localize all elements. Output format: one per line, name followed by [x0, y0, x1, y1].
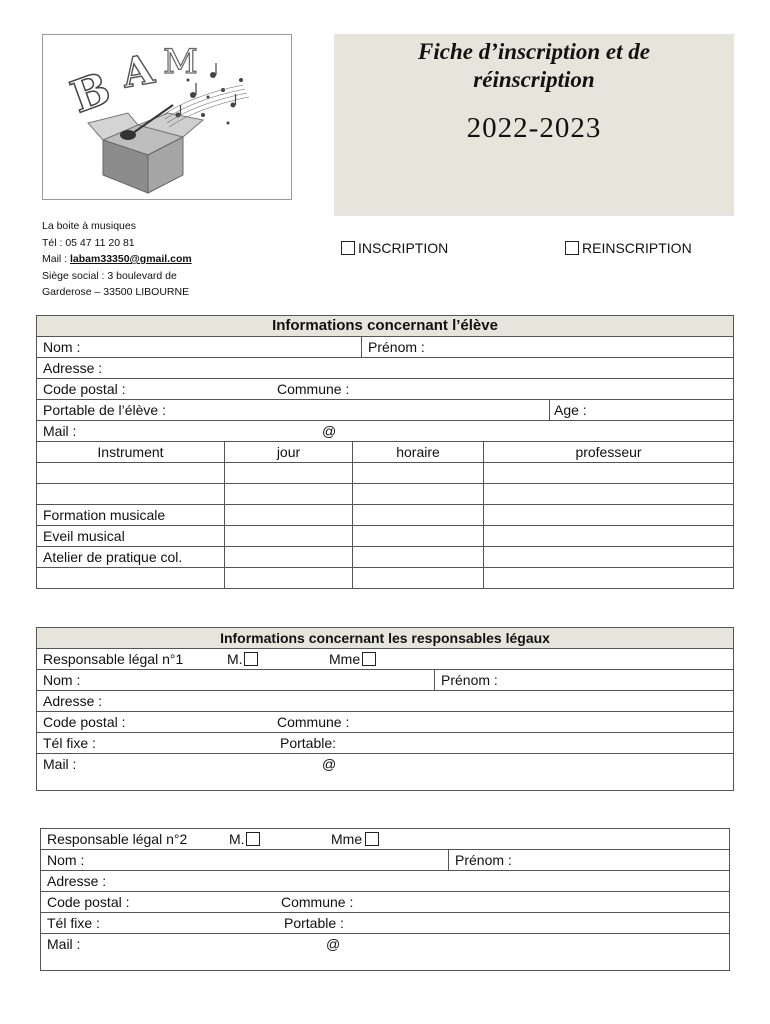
music-box-logo-icon [43, 35, 291, 199]
col-professeur: professeur [484, 442, 734, 463]
guardian1-cp-row[interactable]: Code postal : Commune : [37, 712, 734, 733]
guardian1-prenom-field[interactable]: Prénom : [435, 670, 734, 691]
guardian1-mail-at: @ [322, 756, 337, 772]
guardian1-table [36, 627, 734, 791]
guardian2-mme-checkbox[interactable] [365, 832, 379, 846]
student-cp-row[interactable]: Code postal : Commune : [37, 379, 734, 400]
guardian2-m-checkbox[interactable] [246, 832, 260, 846]
logo-letter-b: B [64, 62, 118, 124]
student-age-field[interactable]: Age : [550, 400, 734, 421]
guardian2-mail-field[interactable]: Mail : @ [41, 934, 730, 971]
org-address-2: Garderose – 33500 LIBOURNE [42, 286, 190, 298]
org-name: La boite à musiques [42, 220, 136, 232]
organization-info [42, 218, 192, 301]
guardian1-m-option[interactable]: M. [227, 649, 261, 669]
logo [42, 34, 292, 200]
col-horaire: horaire [353, 442, 484, 463]
table-row: Eveil musical [37, 526, 734, 547]
page-title: Fiche d’inscription et de réinscription [418, 39, 650, 92]
student-adresse-field[interactable]: Adresse : [37, 358, 734, 379]
inscription-option[interactable]: INSCRIPTION [341, 240, 448, 256]
guardian1-mme-checkbox[interactable] [362, 652, 376, 666]
guardian2-nom-field[interactable]: Nom : [41, 850, 449, 871]
inscription-checkbox[interactable] [341, 241, 355, 255]
org-tel: Tél : 05 47 11 20 81 [42, 236, 135, 249]
guardian2-title-row: Responsable légal n°2 M. Mme [41, 829, 730, 850]
guardian2-commune-label: Commune : [281, 894, 354, 910]
guardian2-cp-row[interactable]: Code postal : Commune : [41, 892, 730, 913]
student-mail-field[interactable]: Mail : @ [37, 421, 734, 442]
guardian1-mail-field[interactable]: Mail : @ [37, 754, 734, 791]
student-portable-field[interactable]: Portable de l’élève : [37, 400, 550, 421]
guardian2-prenom-field[interactable]: Prénom : [449, 850, 730, 871]
student-section-title: Informations concernant l’élève [37, 316, 734, 337]
guardian2-mail-at: @ [326, 936, 341, 952]
student-prenom-field[interactable]: Prénom : [362, 337, 734, 358]
org-mail-link[interactable]: labam33350@gmail.com [70, 253, 192, 265]
guardian2-adresse-field[interactable]: Adresse : [41, 871, 730, 892]
org-mail-row: Mail : labam33350@gmail.com [42, 253, 192, 265]
col-jour: jour [225, 442, 353, 463]
logo-letter-a: A [118, 45, 158, 98]
guardian1-portable-label: Portable: [280, 735, 337, 751]
org-address-1: Siège social : 3 boulevard de [42, 269, 177, 282]
guardian-section-title: Informations concernant les responsables légaux [37, 628, 734, 649]
student-info-table [36, 315, 734, 589]
guardian1-title-row: Responsable légal n°1 M. Mme [37, 649, 734, 670]
guardian2-mme-option[interactable]: Mme [331, 829, 382, 849]
guardian1-mme-option[interactable]: Mme [329, 649, 379, 669]
guardian2-portable-label: Portable : [284, 915, 344, 931]
guardian2-tel-row[interactable]: Tél fixe : Portable : [41, 913, 730, 934]
table-row: Formation musicale [37, 505, 734, 526]
guardian2-m-option[interactable]: M. [229, 829, 263, 849]
logo-letter-m: M [163, 42, 198, 82]
title-box [334, 34, 734, 216]
guardian1-m-checkbox[interactable] [244, 652, 258, 666]
school-year: 2022-2023 [466, 112, 602, 144]
table-row [37, 463, 734, 484]
table-row [37, 568, 734, 589]
table-row: Atelier de pratique col. [37, 547, 734, 568]
guardian1-commune-label: Commune : [277, 714, 350, 730]
reinscription-checkbox[interactable] [565, 241, 579, 255]
guardian2-table [40, 828, 730, 971]
table-row [37, 484, 734, 505]
guardian1-adresse-field[interactable]: Adresse : [37, 691, 734, 712]
col-instrument: Instrument [37, 442, 225, 463]
student-mail-at: @ [322, 423, 337, 439]
guardian1-tel-row[interactable]: Tél fixe : Portable: [37, 733, 734, 754]
reinscription-option[interactable]: REINSCRIPTION [565, 240, 692, 256]
guardian1-nom-field[interactable]: Nom : [37, 670, 435, 691]
student-commune-label: Commune : [277, 381, 350, 397]
student-nom-field[interactable]: Nom : [37, 337, 362, 358]
